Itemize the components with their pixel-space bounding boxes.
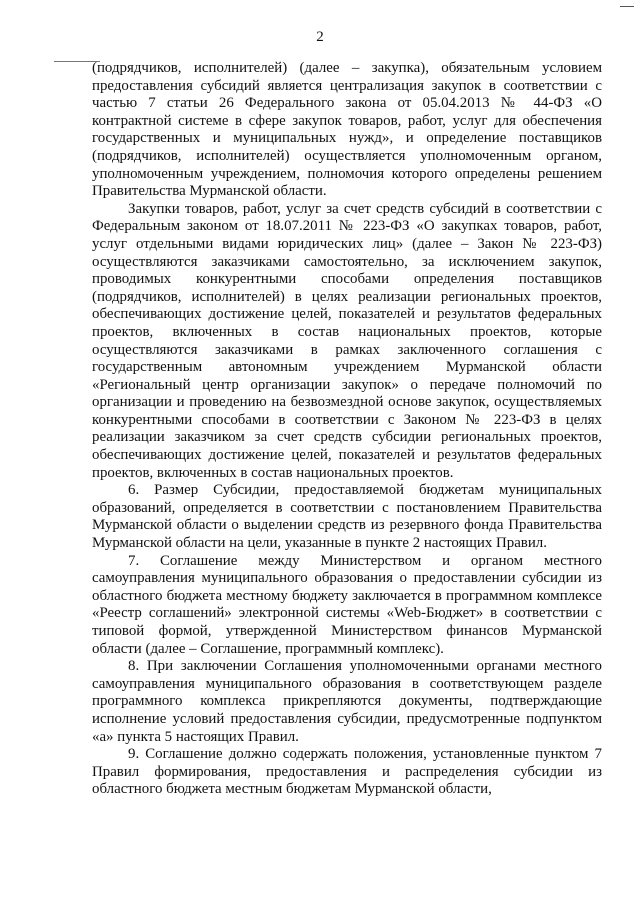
document-body [92, 60, 602, 799]
paragraph-continuation: (подрядчиков, исполнителей) (далее – закупка), обязательным условием предоставления субсидий является централизация закупок в соответствии с частью 7 статьи 26 Федерального закона от 05.04.2013 № 44-ФЗ «О контрактной системе в сфере закупок товаров, работ, услуг для обеспечения государственных и муниципальных нужд», и определение поставщиков (подрядчиков, исполнителей) осуществляется уполномоченным органом, уполномоченным учреждением, полномочия которого определены решением Правительства Мурманской области. [92, 60, 602, 200]
paragraph-item-8: 8. При заключении Соглашения уполномоченными органами местного самоуправления муниципального образования в соответствующем разделе программного комплекса прикрепляются документы, подтверждающие исполнение условий предоставления субсидии, предусмотренные подпунктом «а» пункта 5 настоящих Правил. [92, 658, 602, 745]
paragraph-item-9: 9. Соглашение должно содержать положения, установленные пунктом 7 Правил формирования, предоставления и распределения субсидии из областного бюджета местным бюджетам Мурманской области, [92, 746, 602, 798]
corner-mark [620, 0, 634, 7]
page-number: 2 [316, 29, 324, 45]
paragraph-procurement-223fz: Закупки товаров, работ, услуг за счет средств субсидий в соответствии с Федеральным законом от 18.07.2011 № 223-ФЗ «О закупках товаров, работ, услуг отдельными видами юридических лиц» (далее – Закон № 223-ФЗ) осуществляются заказчиками самостоятельно, за исключением закупок, проводимых конкурентными способами определения поставщиков (подрядчиков, исполнителей) в целях реализации региональных проектов, обеспечивающих достижение целей, показателей и результатов федеральных проектов, включенных в состав национальных проектов, которые осуществляются заказчиками в рамках заключенного соглашения с государственным автономным учреждением Мурманской области «Региональный центр организации закупок» о передаче полномочий по организации и проведению на безвозмездной основе закупок, осуществляемых конкурентными способами в соответствии с Законом № 223-ФЗ в целях реализации заказчиком за счет средств субсидии региональных проектов, обеспечивающих достижение целей, показателей и результатов федеральных проектов, включенных в состав национальных проектов. [92, 200, 602, 481]
paragraph-item-7: 7. Соглашение между Министерством и органом местного самоуправления муниципального образования о предоставлении субсидии из областного бюджета местному бюджету заключается в программном комплексе «Реестр соглашений» электронной системы «Web-Бюджет» в соответствии с типовой формой, утвержденной Министерством финансов Мурманской области (далее – Соглашение, программный комплекс). [92, 552, 602, 657]
paragraph-item-6: 6. Размер Субсидии, предоставляемой бюджетам муниципальных образований, определяется в соответствии с постановлением Правительства Мурманской области о выделении средств из резервного фонда Правительства Мурманской области на цели, указанные в пункте 2 настоящих Правил. [92, 482, 602, 552]
